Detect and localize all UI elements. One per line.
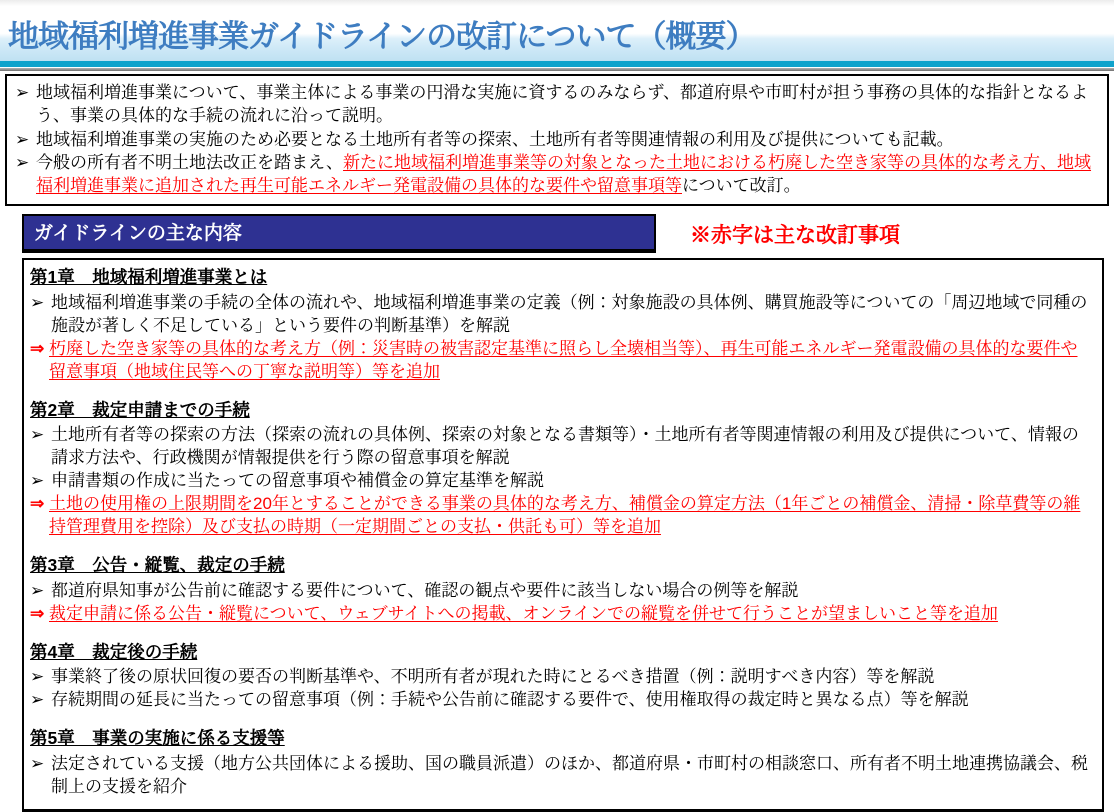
contents-header <box>22 214 656 253</box>
summary-box <box>5 74 1109 206</box>
arrow-bullet-icon: ➢ <box>15 152 30 172</box>
chapter-heading: 第3章 公告・縦覧、裁定の手続 <box>30 555 285 576</box>
arrow-bullet-icon: ➢ <box>30 753 45 773</box>
bullet-item <box>30 689 1094 712</box>
double-arrow-icon: ⇒ <box>30 338 45 358</box>
chapter <box>30 727 1094 799</box>
bullet-item <box>30 292 1094 338</box>
bullet-text: 事業終了後の原状回復の要否の判断基準や、不明所有者が現れた時にとるべき措置（例：説明すべき内容）等を解説 <box>51 667 935 687</box>
arrow-bullet-icon: ➢ <box>30 425 45 445</box>
arrow-bullet-icon: ➢ <box>15 83 30 102</box>
arrow-bullet-icon: ➢ <box>30 471 45 491</box>
bullet-item <box>30 424 1094 470</box>
chapter <box>30 399 1094 539</box>
revision-item <box>30 603 1094 626</box>
revision-note: ※赤字は主な改訂事項 <box>690 223 900 247</box>
bullet-text: 今般の所有者不明土地法改正を踏まえ、新たに地域福利増進事業等の対象となった土地における朽廃した空き家等の具体的な考え方、地域福利増進事業に追加された再生可能エネルギー発電設備の具体的な要件や留意事項等について改訂。 <box>36 152 1092 196</box>
arrow-bullet-icon: ➢ <box>30 580 45 600</box>
bullet-item <box>30 753 1094 799</box>
arrow-bullet-icon: ➢ <box>30 667 45 687</box>
bullet-item <box>30 580 1094 603</box>
section-header-row <box>22 214 1104 253</box>
chapter <box>30 641 1094 713</box>
bullet-text: 土地所有者等の探索の方法（探索の流れの具体例、探索の対象となる書類等）・土地所有者等関連情報の利用及び提供について、情報の請求方法や、行政機関が情報提供を行う際の留意事項を解説 <box>51 425 1079 468</box>
chapter <box>30 266 1094 383</box>
chapter <box>30 554 1094 626</box>
bullet-item <box>15 128 1101 151</box>
revision-item <box>30 338 1094 384</box>
title-shadow-line <box>0 68 1114 71</box>
arrow-bullet-icon: ➢ <box>30 690 45 710</box>
chapter-heading: 第1章 地域福利増進事業とは <box>30 267 268 288</box>
chapter-heading: 第4章 裁定後の手続 <box>30 641 198 662</box>
bullet-text: 法定されている支援（地方公共団体による援助、国の職員派遣）のほか、都道府県・市町村の相談窓口、所有者不明土地連携協議会、税制上の支援を紹介 <box>51 753 1088 796</box>
contents-header-label: ガイドラインの主な内容 <box>34 223 242 245</box>
bullet-item <box>30 470 1094 493</box>
bullet-text: 地域福利増進事業の実施のため必要となる土地所有者等の探索、土地所有者等関連情報の利用及び提供についても記載。 <box>36 129 954 149</box>
bullet-item <box>15 81 1101 128</box>
bullet-text: 朽廃した空き家等の具体的な考え方（例：災害時の被害認定基準に照らし全壊相当等）、再生可能エネルギー発電設備の具体的な要件や留意事項（地域住民等への丁寧な説明等）等を追加 <box>49 338 1078 381</box>
bullet-item <box>15 151 1101 198</box>
chapter-heading: 第2章 裁定申請までの手続 <box>30 399 250 420</box>
arrow-bullet-icon: ➢ <box>15 129 30 149</box>
title-banner <box>0 0 1114 71</box>
bullet-text: 土地の使用権の上限期間を20年とすることができる事業の具体的な考え方、補償金の算定方法（1年ごとの補償金、清掃・除草費等の維持管理費用を控除）及び支払の時期（一定期間ごとの支払・供託も可）等を追加 <box>49 494 1081 537</box>
revision-item <box>30 493 1094 539</box>
page-title: 地域福利増進事業ガイドラインの改訂について（概要） <box>8 19 756 54</box>
bullet-item <box>30 666 1094 689</box>
bullet-text: 都道府県知事が公告前に確認する要件について、確認の観点や要件に該当しない場合の例等を解説 <box>51 580 799 600</box>
title-underline-stripe <box>0 61 1114 67</box>
bullet-text: 存続期間の延長に当たっての留意事項（例：手続や公告前に確認する要件で、使用権取得の裁定時と異なる点）等を解説 <box>51 690 969 710</box>
bullet-text: 裁定申請に係る公告・縦覧について、ウェブサイトへの掲載、オンラインでの縦覧を併せて行うことが望ましいこと等を追加 <box>49 603 998 623</box>
bullet-text: 申請書類の作成に当たっての留意事項や補償金の算定基準を解説 <box>51 471 544 491</box>
bullet-text: 地域福利増進事業の手続の全体の流れや、地域福利増進事業の定義（例：対象施設の具体例、購買施設等についての「周辺地域で同種の施設が著しく不足している」という要件の判断基準）を解説 <box>51 293 1088 335</box>
double-arrow-icon: ⇒ <box>30 494 45 514</box>
chapters-box <box>22 258 1104 811</box>
double-arrow-icon: ⇒ <box>30 603 45 623</box>
chapter-heading: 第5章 事業の実施に係る支援等 <box>30 728 285 749</box>
arrow-bullet-icon: ➢ <box>30 293 45 313</box>
bullet-text: 地域福利増進事業について、事業主体による事業の円滑な実施に資するのみならず、都道府県や市町村が担う事務の具体的な指針となるよう、事業の具体的な手続の流れに沿って説明。 <box>36 83 1088 126</box>
